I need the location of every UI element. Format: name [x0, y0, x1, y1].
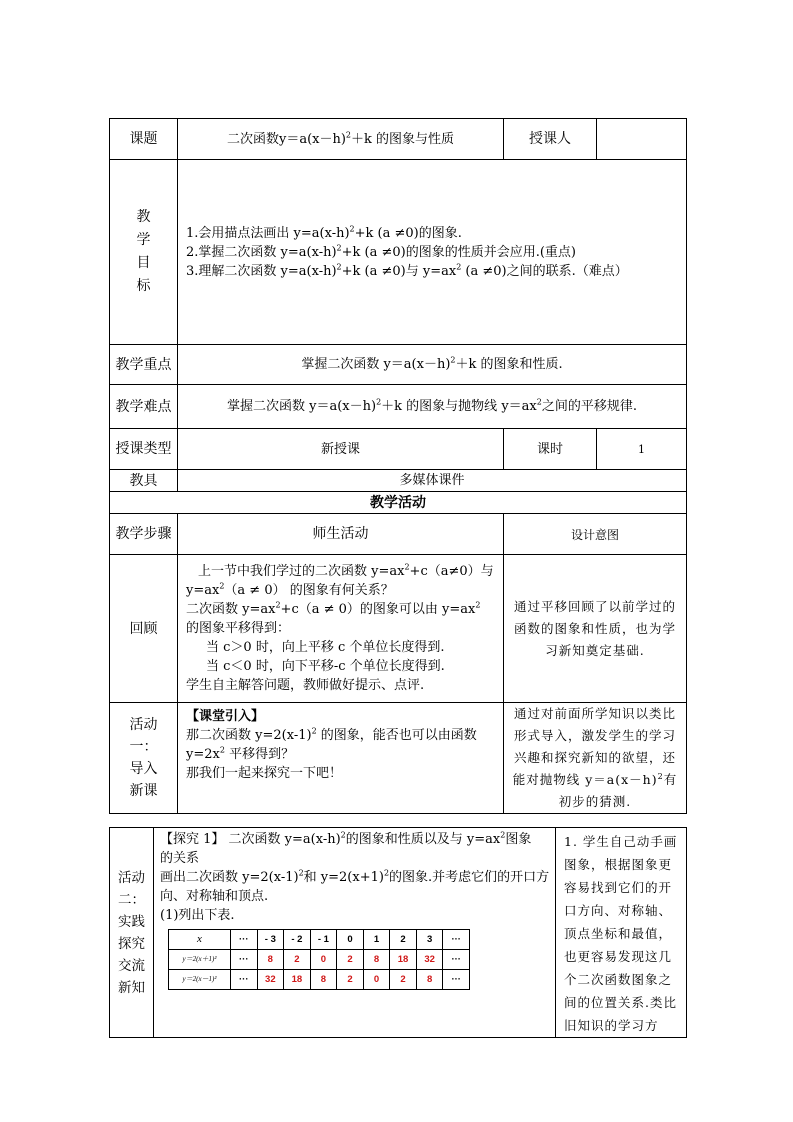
tools-row — [110, 470, 687, 492]
key-point-label: 教学重点 — [110, 345, 178, 385]
key-point-content: 掌握二次函数 $y=a(x-h)^2+k$ 的图象和性质. — [178, 345, 687, 385]
goal-item: 3.理解二次函数 $y=a(x-h)^2+k$ (a ≠0)与 $y=ax^2$ (a ≠0)之间的联系.（难点） — [186, 262, 628, 279]
goal-item: 1.会用描点法画出 $y=a(x-h)^2+k$ (a ≠0)的图象. — [186, 224, 462, 241]
goals-label: 教 学 目 标 — [110, 160, 178, 345]
topic-title: 二次函数$y=a(x-h)^2+k$ 的图象与性质 — [178, 119, 504, 160]
difficulty-content: 掌握二次函数 $y=a(x-h)^2+k$ 的图象与抛物线 $y=ax^2$之间的平移规律. — [178, 385, 687, 429]
activity-two-label: 活动 二： 实践 探究 交流 新知 — [110, 828, 154, 1038]
activity-header: 教学活动 — [110, 492, 687, 514]
hours-label: 课时 — [504, 429, 597, 470]
difficulty-row — [110, 385, 687, 429]
activity-two-intent: 1. 学生自己动手画图象，根据图象更容易找到它们的开口方向、对称轴、顶点坐标和最值，也更容易发现这几个二次函数图象之间的位置关系.类比旧知识的学习方 — [556, 828, 687, 1038]
activity-one-intent: 通过对前面所学知识以类比形式导入，激发学生的学习兴趣和探究新知的欲望，还能对抛物线 $y=a(x-h)^2$有初步的猜测. — [504, 703, 687, 814]
lesson-type-label: 授课类型 — [110, 429, 178, 470]
column-header-row — [110, 514, 687, 555]
lesson-plan-table — [109, 118, 687, 814]
review-intent: 通过平移回顾了以前学过的函数的图象和性质，也为学习新知奠定基础. — [504, 555, 687, 703]
value-table — [168, 929, 470, 990]
value-table-row: y＝2(x＋1)² ··· 8 2 0 2 8 18 32 ··· — [169, 950, 470, 970]
value-table-header: x ··· - 3 - 2 - 1 0 1 2 3 ··· — [169, 930, 470, 950]
goals-row — [110, 160, 687, 345]
tools-label: 教具 — [110, 470, 178, 492]
teacher-value — [597, 119, 687, 160]
difficulty-label: 教学难点 — [110, 385, 178, 429]
review-label: 回顾 — [110, 555, 178, 703]
step-header: 教学步骤 — [110, 514, 178, 555]
review-content: 上一节中我们学过的二次函数 $y=ax^2+c(a\ne 0)$与 $y=ax^2(a \ne 0)$ 的图象有何关系？ 二次函数 $y=ax^2+c(a \ne 0)$的图象可以由 $y=ax^2$ 的图象平移得到： 当 c＞0 时，向上平移 c 个单位长度得到. 当 c＜0 时，向下平移-c 个单位长度得到. 学生自主解答问题，教师做好提示、点评. — [178, 555, 504, 703]
topic-label: 课题 — [110, 119, 178, 160]
activity-column-header: 师生活动 — [178, 514, 504, 555]
activity-two-table — [109, 827, 687, 1038]
intent-column-header: 设计意图 — [504, 514, 687, 555]
tools-value: 多媒体课件 — [178, 470, 687, 492]
teacher-label: 授课人 — [504, 119, 597, 160]
activity-two-row — [110, 828, 687, 1038]
activity-two-content: 【探究 1】 二次函数 $y=a(x-h)^2$的图象和性质以及与 $y=ax^2$图象 的关系 画出二次函数 $y=2(x-1)^2$和 $y=2(x+1)^2$的图象.并考虑它们的开口方 向、对称轴和顶点. (1)列出下表. x ··· - 3 - 2 - 1 0 1 2 3 ··· y＝2(x＋1)² ··· 8 2 0 2 8 18 32 ··· y＝2(x－1)² ··· 32 18 8 2 0 2 8 ··· — [154, 828, 556, 1038]
lesson-type-row — [110, 429, 687, 470]
goal-item: 2.掌握二次函数 $y=a(x-h)^2+k$ (a ≠0)的图象的性质并会应用.(重点) — [186, 243, 577, 260]
activity-one-row — [110, 703, 687, 814]
activity-one-label: 活动 一： 导入 新课 — [110, 703, 178, 814]
topic-row — [110, 119, 687, 160]
activity-one-content: 【课堂引入】 那二次函数 $y=2(x-1)^2$ 的图象，能否也可以由函数 $y=2x^2$ 平移得到？ 那我们一起来探究一下吧！ — [178, 703, 504, 814]
value-table-row: y＝2(x－1)² ··· 32 18 8 2 0 2 8 ··· — [169, 970, 470, 990]
key-point-row — [110, 345, 687, 385]
hours-value: 1 — [597, 429, 687, 470]
lesson-type-value: 新授课 — [178, 429, 504, 470]
goals-content — [178, 160, 687, 345]
activity-header-row — [110, 492, 687, 514]
review-row — [110, 555, 687, 703]
